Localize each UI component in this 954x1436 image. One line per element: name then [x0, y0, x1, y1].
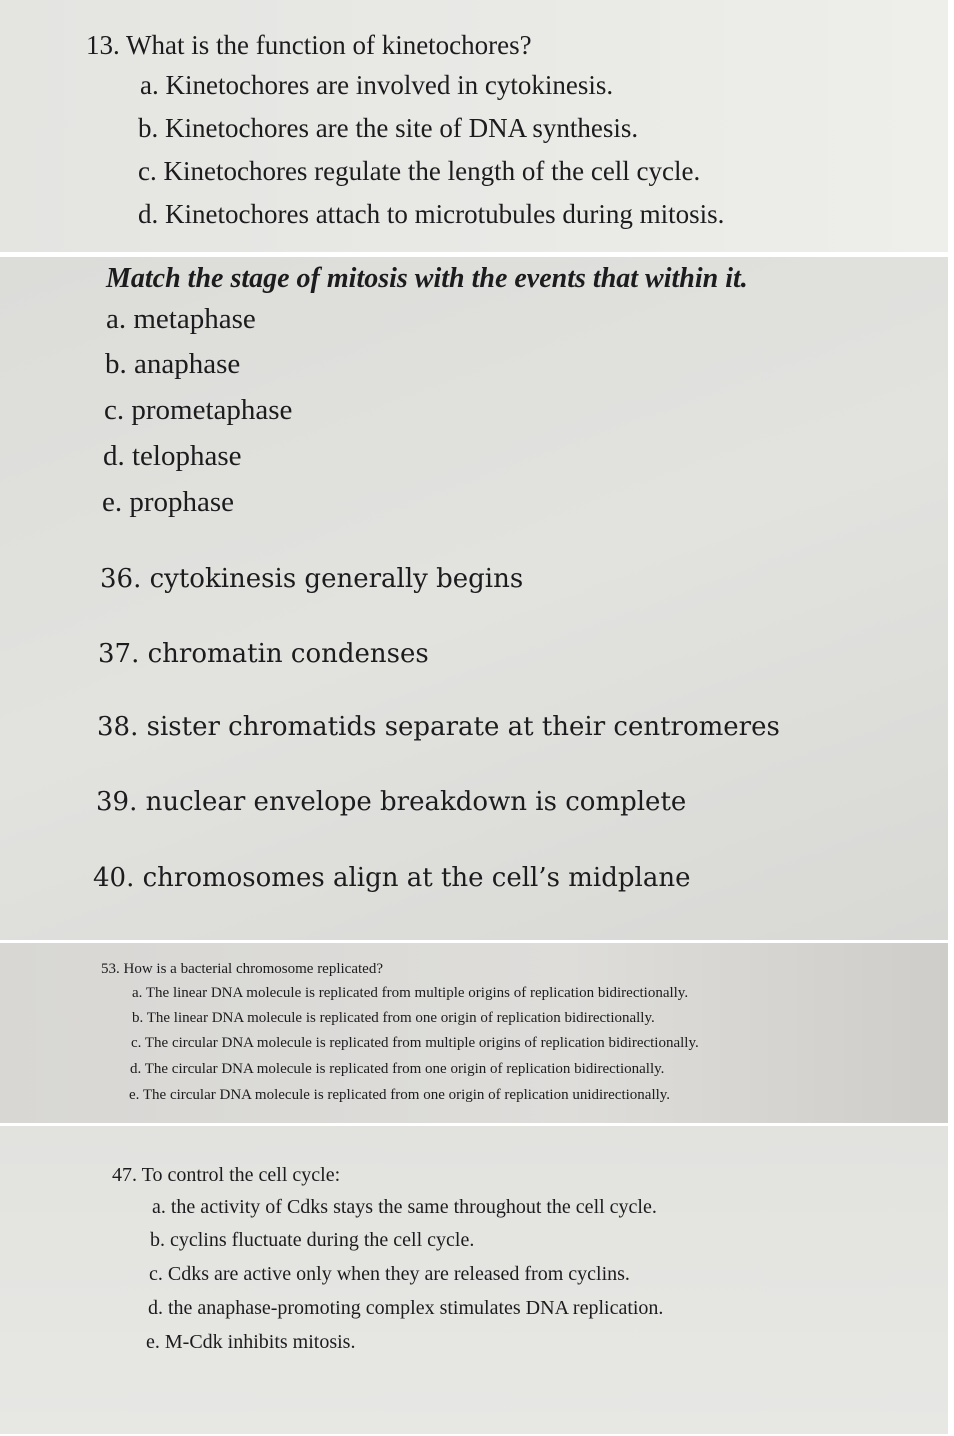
event-39: 39. nuclear envelope breakdown is complete — [96, 787, 687, 817]
question-13-option-a: a. Kinetochores are involved in cytokinesis. — [140, 70, 614, 100]
question-13-option-c: c. Kinetochores regulate the length of the cell cycle. — [138, 156, 701, 186]
question-47-stem: 47. To control the cell cycle: — [112, 1164, 341, 1186]
question-13-stem: 13. What is the function of kinetochores? — [86, 30, 532, 60]
question-47-option-c: c. Cdks are active only when they are released from cyclins. — [149, 1263, 630, 1285]
event-38: 38. sister chromatids separate at their centromeres — [97, 712, 780, 742]
question-47-option-b: b. cyclins fluctuate during the cell cycle. — [150, 1229, 475, 1251]
question-47-option-a: a. the activity of Cdks stays the same throughout the cell cycle. — [152, 1196, 657, 1218]
event-40: 40. chromosomes align at the cell’s midplane — [93, 863, 691, 893]
matching-panel — [0, 257, 948, 940]
question-53-option-b: b. The linear DNA molecule is replicated from one origin of replication bidirectionally. — [132, 1010, 655, 1026]
stage-option-e: e. prophase — [102, 486, 235, 518]
question-53-option-e: e. The circular DNA molecule is replicated from one origin of replication unidirectionally. — [129, 1087, 671, 1103]
stage-option-a: a. metaphase — [106, 303, 256, 335]
event-36: 36. cytokinesis generally begins — [100, 564, 524, 594]
question-53-stem: 53. How is a bacterial chromosome replicated? — [101, 961, 383, 977]
question-13-option-b: b. Kinetochores are the site of DNA synthesis. — [138, 113, 639, 143]
question-47-panel — [0, 1126, 948, 1434]
question-53-panel — [0, 943, 948, 1123]
question-53-option-c: c. The circular DNA molecule is replicated from multiple origins of replication bidirectionally. — [131, 1035, 699, 1051]
stage-option-d: d. telophase — [103, 440, 242, 472]
question-13-panel — [0, 0, 948, 252]
question-47-option-d: d. the anaphase-promoting complex stimulates DNA replication. — [148, 1297, 664, 1319]
question-47-option-e: e. M-Cdk inhibits mitosis. — [146, 1331, 356, 1353]
matching-heading: Match the stage of mitosis with the events that within it. — [106, 263, 748, 294]
stage-option-c: c. prometaphase — [104, 394, 293, 426]
question-13-option-d: d. Kinetochores attach to microtubules during mitosis. — [138, 199, 725, 229]
question-53-option-d: d. The circular DNA molecule is replicated from one origin of replication bidirectionally. — [130, 1061, 665, 1077]
stage-option-b: b. anaphase — [105, 348, 241, 380]
event-37: 37. chromatin condenses — [98, 639, 429, 669]
question-53-option-a: a. The linear DNA molecule is replicated from multiple origins of replication bidirectionally. — [132, 985, 689, 1001]
